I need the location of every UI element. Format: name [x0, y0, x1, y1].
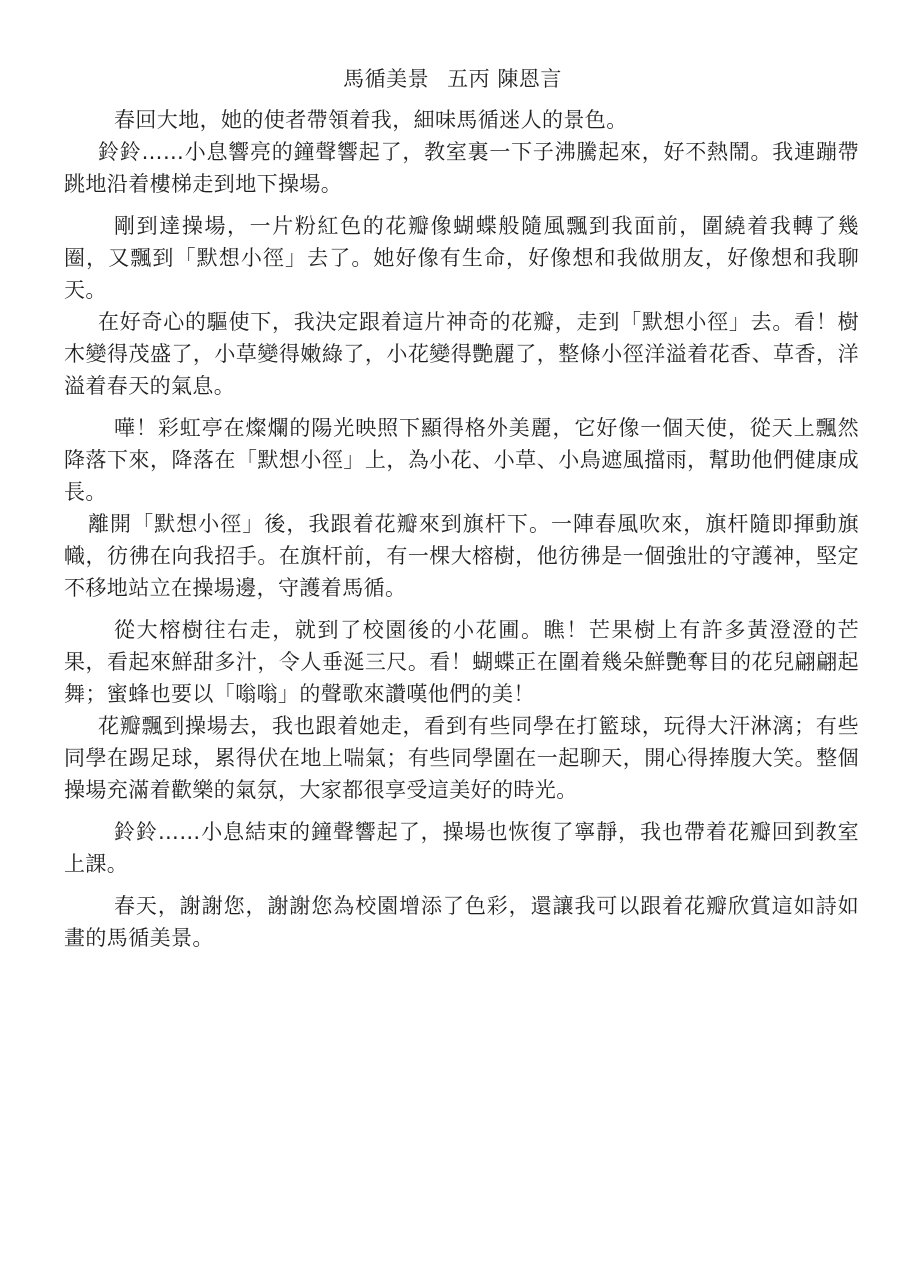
- essay-title: 馬循美景: [343, 67, 430, 91]
- paragraph-10: 春天，謝謝您，謝謝您為校園增添了色彩，還讓我可以跟着花瓣欣賞這如詩如畫的馬循美景。: [64, 894, 859, 950]
- paragraph-6: 離開「默想小徑」後，我跟着花瓣來到旗杆下。一陣春風吹來，旗杆隨即揮動旗幟，彷彿在向我招手。在旗杆前，有一棵大榕樹，他彷彿是一個強壯的守護神，堅定不移地站立在操場邊，守護着馬循。: [64, 512, 859, 600]
- paragraph-8: 花瓣飄到操場去，我也跟着她走，看到有些同學在打籃球，玩得大汗淋漓；有些同學在踢足球，累得伏在地上喘氣；有些同學圍在一起聊天，開心得捧腹大笑。整個操場充滿着歡樂的氣氛，大家都很享受這美好的時光。: [64, 714, 859, 802]
- essay-body: [64, 104, 859, 954]
- paragraph-3: 剛到達操場，一片粉紅色的花瓣像蝴蝶般隨風飄到我面前，圍繞着我轉了幾圈，又飄到「默想小徑」去了。她好像有生命，好像想和我做朋友，好像想和我聊天。: [64, 214, 859, 302]
- title-line: [0, 62, 905, 96]
- paragraph-2: 鈴鈴……小息響亮的鐘聲響起了，教室裏一下子沸騰起來，好不熱鬧。我連蹦帶跳地沿着樓梯走到地下操場。: [64, 140, 859, 196]
- paragraph-5: 嘩！彩虹亭在燦爛的陽光映照下顯得格外美麗，它好像一個天使，從天上飄然降落下來，降落在「默想小徑」上，為小花、小草、小鳥遮風擋雨，幫助他們健康成長。: [64, 416, 859, 504]
- paragraph-1: 春回大地，她的使者帶領着我，細味馬循迷人的景色。: [114, 108, 628, 132]
- paragraph-9: 鈴鈴……小息結束的鐘聲響起了，操場也恢復了寧靜，我也帶着花瓣回到教室上課。: [64, 820, 859, 876]
- author-name: 五丙 陳恩言: [447, 67, 562, 91]
- paragraph-7: 從大榕樹往右走，就到了校園後的小花圃。瞧！芒果樹上有許多黃澄澄的芒果，看起來鮮甜多汁，令人垂涎三尺。看！蝴蝶正在圍着幾朵鮮艷奪目的花兒翩翩起舞；蜜蜂也要以「嗡嗡」的聲歌來讚嘆他們的美！: [64, 618, 859, 706]
- paragraph-4: 在好奇心的驅使下，我決定跟着這片神奇的花瓣，走到「默想小徑」去。看！樹木變得茂盛了，小草變得嫩綠了，小花變得艷麗了，整條小徑洋溢着花香、草香，洋溢着春天的氣息。: [64, 310, 859, 398]
